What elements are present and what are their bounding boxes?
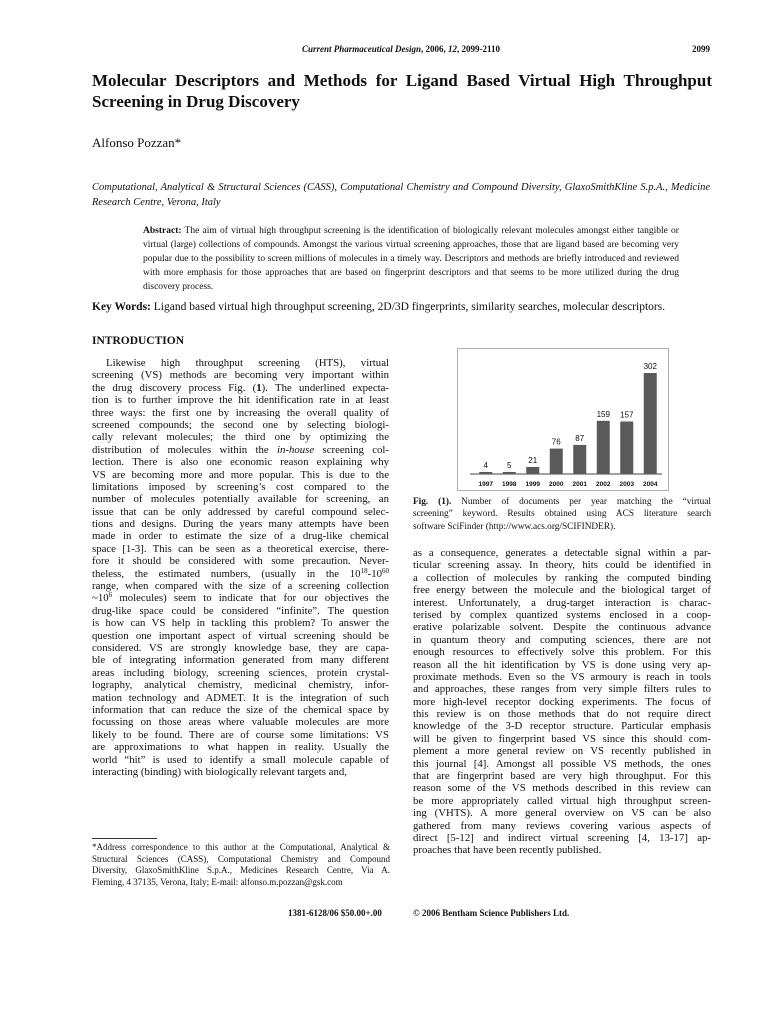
body-text-line: world “hit” is used to identify a small molecule capable of (92, 753, 389, 766)
running-head (92, 44, 710, 58)
issn-price: 1381-6128/06 $50.00+.00 (288, 908, 382, 918)
body-text-line: tion is to further improve the hit identification rate in at least (92, 394, 389, 407)
body-text-line: cally relevant molecules; the third one by optimizing the (92, 431, 389, 444)
figure-1-chart (457, 348, 669, 491)
body-text-line: be more appropriately called virtual high throughput screen- (413, 794, 711, 807)
body-text-line: terised by complex quantized systems enclosed in a coop- (413, 608, 711, 621)
body-text-line: space [1-3]. This can be seen as a theoretical exercise, there- (92, 542, 389, 555)
body-text-line: in quantum theory and computing sciences, there are not (413, 633, 711, 646)
body-text-line: drug-like space could be considered “infinite”. The question (92, 604, 389, 617)
body-text-line: erative polarizable solvent. Despite the continuous advance (413, 621, 711, 634)
footnote-divider (92, 838, 157, 839)
body-text-line: direct [5-12] and indirect virtual screening [4, 13-17] ap- (413, 831, 711, 844)
body-text-line: issue that can be only addressed by careful compound selec- (92, 505, 389, 518)
data-label-1998: 5 (507, 461, 512, 470)
body-text-line: free energy between the molecule and the biological target of (413, 584, 711, 597)
data-label-2002: 159 (596, 409, 610, 419)
journal-citation: Current Pharmaceutical Design, 2006, 12, 2099-2110 (301, 44, 501, 54)
section-heading-introduction: INTRODUCTION (92, 335, 185, 347)
keywords-text: Ligand based virtual high throughput screening, 2D/3D fingerprints, similarity searches, molecular descriptors. (153, 301, 666, 313)
body-text-line: information that can reduce the size of the chemical space by (92, 703, 389, 716)
body-text-line: limitations imposed by screening’s cost compared to the (92, 480, 389, 493)
body-text-line: and approaches, these ranges from very simple filters rules to (413, 683, 711, 696)
body-text-line: a collection of molecules by ranking the computed binding (413, 571, 711, 584)
tick-label-2003: 2003 (619, 481, 634, 488)
tick-label-2000: 2000 (549, 481, 564, 488)
body-text-line: is how can VS help in tackling this problem? To answer the (92, 617, 389, 630)
body-text-line: focussing on those areas where valuable molecules are more (92, 716, 389, 729)
body-text-line: will be given to fingerprint based VS since this should com- (413, 732, 711, 745)
body-text-line: gathered from many reviews covering various aspects of (413, 819, 711, 832)
footnote-line: Diversity, GlaxoSmithKline S.p.A., Medicines Research Centre, Via A. (92, 865, 390, 876)
body-text-line: mation technology and ADMET. It is the integration of such (92, 691, 389, 704)
body-text-line: considered. VS are strongly knowledge base, they are capa- (92, 641, 389, 654)
caption-line: Fig. (1). Number of documents per year matching the “virtual (413, 497, 711, 507)
body-text-line: ble of integrating information generated from many different (92, 654, 389, 667)
journal-volume: 12 (448, 44, 457, 54)
footnote-line: Fleming, 4 37135, Verona, Italy; E-mail: alfonso.m.pozzan@gsk.com (92, 876, 343, 887)
figure-1-caption (413, 496, 711, 533)
body-text-line: interacting (binding) with biologically relevant targets and, (92, 765, 347, 778)
copyright: © 2006 Bentham Science Publishers Ltd. (413, 908, 570, 918)
abstract-label: Abstract: (143, 226, 182, 236)
body-text-line: proximate methods. Even so the VS armoury is reach in tools (413, 670, 711, 683)
body-text-line: VS are becoming more and more popular. This is due to the (92, 468, 389, 481)
page-number: 2099 (692, 44, 710, 54)
affiliation: Computational, Analytical & Structural Sciences (CASS), Computational Chemistry and Compound Diversity, GlaxoSmithKline S.p.A., Medicine Research Centre, Verona, Italy (92, 182, 710, 208)
right-column-text (413, 547, 711, 857)
body-text-line: number of molecules potentially available for screening, an (92, 493, 389, 506)
bar-1997 (479, 472, 492, 474)
body-text-line: the drug discovery process Fig. (1). The underlined expecta- (92, 381, 390, 394)
journal-year: 2006 (425, 44, 444, 54)
tick-label-2004: 2004 (643, 481, 658, 488)
body-text-line: theless, the estimated numbers, (usually in the $10^{18}-10^{60}$ (92, 566, 389, 580)
body-text-line: lography, analytical chemistry, medicinal chemistry, infor- (92, 679, 389, 692)
body-text-line: question one important aspect of virtual screening should be (92, 629, 389, 642)
body-text-line: lection. There is also one economic reason explaining why (92, 456, 389, 469)
body-text-line: are approximations to what happen in reality. Usually the (92, 741, 389, 754)
body-text-line: tions and designs. During the years many attempts have been (92, 518, 389, 531)
data-label-1997: 4 (483, 461, 488, 470)
caption-line: software SciFinder (http://www.acs.org/SCIFINDER). (413, 521, 616, 532)
body-text-line: more high-level receptor docking experiments. The focus of (413, 695, 711, 708)
bar-2003 (620, 421, 633, 474)
keywords (92, 301, 712, 313)
body-text-line: proaches that have been recently published. (413, 844, 602, 857)
body-text-line: screening (VS) methods are becoming very important within (92, 369, 389, 382)
body-text-line: range, when compared with the size of a screening collection (92, 580, 389, 593)
body-text-line: Likewise high throughput screening (HTS), virtual (106, 357, 389, 369)
body-text-line: fore it should be considered with some precaution. Never- (92, 555, 389, 568)
body-text-line: as a consequence, generates a detectable signal within a par- (413, 547, 711, 559)
bar-2000 (550, 449, 563, 474)
correspondence-footnote (92, 842, 390, 888)
body-text-line: distribution of molecules within the in-house screening col- (92, 443, 389, 456)
footnote-line: Structural Sciences (CASS), Computational Chemistry and Compound (92, 853, 390, 864)
bar-1999 (526, 467, 539, 474)
tick-label-1998: 1998 (502, 481, 517, 488)
tick-label-2001: 2001 (572, 481, 587, 488)
left-column-text (92, 357, 389, 778)
journal-name: Current Pharmaceutical Design (301, 44, 421, 54)
data-label-1999: 21 (528, 455, 538, 465)
caption-line: screening” keyword. Results obtained using ACS literature search (413, 509, 711, 520)
body-text-line: areas including biology, screening sciences, protein crystal- (92, 666, 389, 679)
body-text-line: this journal [4]. Amongst all possible VS methods, the ones (413, 757, 711, 770)
body-text-line: made in order to estimate the size of a drug-like chemical (92, 530, 389, 543)
abstract (143, 224, 679, 294)
body-text-line: enough resources to effectively solve this problem. For this (413, 646, 711, 659)
bar-2001 (573, 445, 586, 474)
body-text-line: likely to be found. There are of course some limitations: VS (92, 728, 389, 741)
data-label-2003: 157 (620, 410, 634, 420)
body-text-line: $\sim 10^6$ molecules) seem to indicate that for our objectives the (92, 591, 389, 605)
paper-title: Molecular Descriptors and Methods for Ligand Based Virtual High Throughput Screening in Drug Discovery (92, 71, 712, 111)
body-text-line: knowledge of the 3-D receptor structure. Particular emphasis (413, 720, 711, 733)
bar-2004 (644, 373, 657, 474)
footnote-line: *Address correspondence to this author at the Computational, Analytical & (92, 842, 390, 852)
body-text-line: this review is on those methods that do not require direct (413, 708, 711, 721)
journal-pages: 2099-2110 (461, 44, 501, 54)
body-text-line: that are fingerprint based are very high throughput. For this (413, 770, 711, 783)
body-text-line: ing (VHTS). A more general overview on VS can be also (413, 807, 711, 820)
body-text-line: three ways: the first one by increasing the overall quality of (92, 406, 389, 419)
author-name: Alfonso Pozzan* (92, 135, 182, 150)
bar-1998 (503, 472, 516, 474)
body-text-line: reason all the hit identification by VS is done using very ap- (413, 658, 711, 671)
tick-label-2002: 2002 (596, 481, 611, 488)
tick-label-1997: 1997 (478, 481, 493, 488)
body-text-line: reason some of the VS methods described in this review can (413, 782, 711, 795)
data-label-2004: 302 (643, 362, 657, 371)
bar-chart-svg (458, 349, 668, 490)
data-label-2000: 76 (551, 437, 561, 447)
abstract-text: The aim of virtual high throughput screening is the identification of biologically relevant molecules amongst either tangible or virtual (large) collections of compounds. Amongst the various virtual screening approaches, those that are ligand based are becoming very popular due to the possibility to screen millions of molecules in a timely way. Descriptors and methods are briefly introduced and reviewed with more emphasis for those approaches that are based on fingerprint descriptors and that seems to be more utilized during the drug discovery process. (143, 226, 679, 292)
body-text-line: interest. Unfortunately, a drug-target interaction is charac- (413, 596, 711, 609)
keywords-label: Key Words: (92, 301, 151, 313)
bar-2002 (597, 421, 610, 474)
tick-label-1999: 1999 (525, 481, 540, 488)
body-text-line: ticular screening assay. In theory, hits could be identified in (413, 559, 711, 572)
data-label-2001: 87 (575, 433, 585, 443)
body-text-line: plement a more general review on VS recently published in (413, 745, 711, 758)
body-text-line: screened compounds; the second one by selecting biologi- (92, 418, 389, 431)
